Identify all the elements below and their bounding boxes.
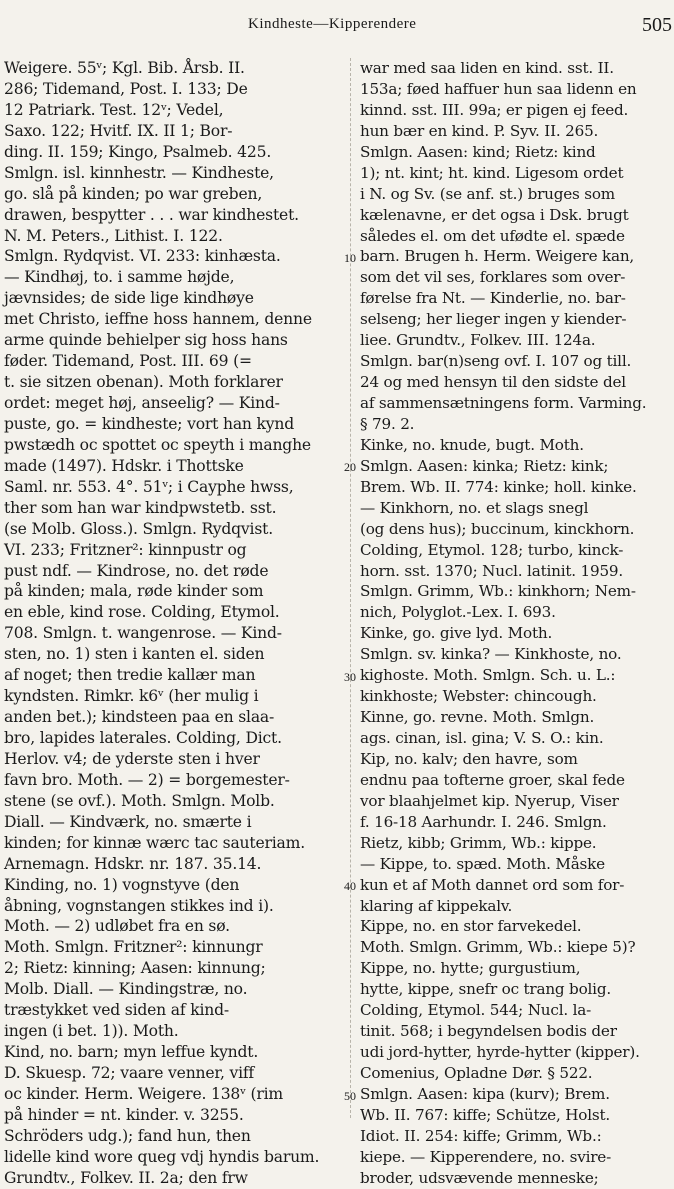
- text-line: Smlgn. Rydqvist. VI. 233: kinhæsta.: [4, 247, 281, 266]
- text-line: en eble, kind rose. Colding, Etymol.: [4, 603, 280, 622]
- text-line: pwstædh oc spottet oc speyth i manghe: [4, 435, 311, 454]
- text-line: war med saa liden en kind. sst. II.: [360, 59, 614, 77]
- text-line: klaring af kippekalv.: [360, 896, 513, 915]
- text-line: lidelle kind wore queg vdj hyndis barum.: [4, 1147, 320, 1166]
- text-line: kun et af Moth dannet ord som for-: [360, 875, 625, 894]
- text-line: kighoste. Moth. Smlgn. Sch. u. L.:: [360, 666, 616, 685]
- text-line: på kinden; mala, røde kinder som: [4, 582, 264, 601]
- text-line: Weigere. 55ᵛ; Kgl. Bib. Årsb. II.: [4, 59, 245, 77]
- text-line: jævnsides; de side lige kindhøye: [4, 289, 254, 308]
- text-line: § 79. 2.: [360, 414, 415, 433]
- page-header: [0, 14, 674, 40]
- text-line: puste, go. = kindheste; vort han kynd: [4, 414, 295, 433]
- text-line: Colding, Etymol. 544; Nucl. la-: [360, 1001, 592, 1020]
- text-line: Grundtv., Folkev. II. 2a; den frw: [4, 1168, 248, 1187]
- text-line: pust ndf. — Kindrose, no. det røde: [4, 561, 269, 580]
- left-column: [4, 58, 330, 1187]
- text-line: barn. Brugen h. Herm. Weigere kan,: [360, 247, 635, 266]
- column-divider: [350, 58, 351, 1118]
- text-line: Diall. — Kindværk, no. smærte i: [4, 812, 252, 831]
- text-line: bro, lapides laterales. Colding, Dict.: [4, 729, 282, 747]
- text-line: stene (se ovf.). Moth. Smlgn. Molb.: [4, 791, 275, 810]
- text-line: — Kinkhorn, no. et slags snegl: [360, 498, 589, 517]
- text-line: Rietz, kibb; Grimm, Wb.: kippe.: [360, 833, 597, 852]
- text-line: Kippe, no. hytte; gurgustium,: [360, 959, 581, 978]
- text-line: Smlgn. Aasen: kind; Rietz: kind: [360, 142, 596, 161]
- text-line: horn. sst. 1370; Nucl. latinit. 1959.: [360, 561, 624, 580]
- line-number: 30: [344, 669, 356, 684]
- text-line: i N. og Sv. (se anf. st.) bruges som: [360, 184, 616, 203]
- text-line: sten, no. 1) sten i kanten el. siden: [4, 645, 265, 664]
- text-line: met Christo, ieffne hoss hannem, denne: [4, 310, 312, 329]
- text-line: 708. Smlgn. t. wangenrose. — Kind-: [4, 624, 282, 643]
- text-line: Colding, Etymol. 128; turbo, kinck-: [360, 540, 624, 559]
- text-line: træstykket ved siden af kind-: [4, 1001, 229, 1020]
- text-line: Kinke, no. knude, bugt. Moth.: [360, 435, 584, 454]
- text-line: ordet: meget høj, anseelig? — Kind-: [4, 394, 280, 412]
- text-line: hun bær en kind. P. Syv. II. 265.: [360, 121, 599, 140]
- page-number: 505: [642, 14, 672, 36]
- text-line: ags. cinan, isl. gina; V. S. O.: kin.: [360, 729, 604, 747]
- text-line: Smlgn. Aasen: kipa (kurv); Brem.: [360, 1084, 610, 1103]
- text-line: Kippe, no. en stor farvekedel.: [360, 917, 582, 936]
- text-line: Kinne, go. revne. Moth. Smlgn.: [360, 708, 595, 727]
- text-line: af sammensætningens form. Varming.: [360, 394, 647, 412]
- text-line: udi jord-hytter, hyrde-hytter (kipper).: [360, 1043, 640, 1062]
- text-line: Smlgn. sv. kinka? — Kinkhoste, no.: [360, 645, 622, 664]
- text-line: oc kinder. Herm. Weigere. 138ᵛ (rim: [4, 1084, 284, 1103]
- text-line: Brem. Wb. II. 774: kinke; holl. kinke.: [360, 477, 637, 496]
- line-number: 50: [344, 1088, 356, 1103]
- line-number: 20: [344, 460, 356, 475]
- text-line: Kinke, go. give lyd. Moth.: [360, 624, 553, 643]
- text-line: endnu paa tofterne groer, skal fede: [360, 770, 625, 789]
- text-line: ding. II. 159; Kingo, Psalmeb. 425.: [4, 142, 272, 161]
- text-line: liee. Grundtv., Folkev. III. 124a.: [360, 331, 596, 350]
- text-line: arme quinde behielper sig hoss hans: [4, 331, 288, 350]
- text-line: hytte, kippe, snefr oc trang bolig.: [360, 980, 611, 999]
- text-line: made (1497). Hdskr. i Thottske: [4, 456, 244, 475]
- text-line: føder. Tidemand, Post. III. 69 (=: [4, 352, 252, 371]
- text-line: kinkhoste; Webster: chincough.: [360, 687, 597, 706]
- text-line: på hinder = nt. kinder. v. 3255.: [4, 1105, 244, 1124]
- text-line: som det vil ses, forklares som over-: [360, 268, 626, 287]
- text-line: Smlgn. Aasen: kinka; Rietz: kink;: [360, 456, 609, 475]
- text-line: Moth. Smlgn. Grimm, Wb.: kiepe 5)?: [360, 938, 636, 957]
- text-line: Moth. Smlgn. Fritzner²: kinnungr: [4, 938, 263, 957]
- text-line: — Kippe, to. spæd. Moth. Måske: [360, 854, 605, 873]
- text-line: kælenavne, er det ogsa i Dsk. brugt: [360, 205, 629, 224]
- text-line: tinit. 568; i begyndelsen bodis der: [360, 1022, 617, 1041]
- text-line: Saml. nr. 553. 4°. 51ᵛ; i Cayphe hwss,: [4, 477, 294, 496]
- text-line: Smlgn. bar(n)seng ovf. I. 107 og till.: [360, 352, 632, 371]
- text-line: førelse fra Nt. — Kinderlie, no. bar-: [360, 289, 626, 308]
- right-column: [360, 58, 672, 1187]
- text-line: Smlgn. Grimm, Wb.: kinkhorn; Nem-: [360, 582, 636, 601]
- text-line: Molb. Diall. — Kindingstræ, no.: [4, 980, 248, 999]
- text-line: VI. 233; Fritzner²: kinnpustr og: [4, 540, 247, 559]
- text-line: vor blaahjelmet kip. Nyerup, Viser: [360, 791, 619, 810]
- text-line: Moth. — 2) udløbet fra en sø.: [4, 917, 230, 936]
- text-line: af noget; then tredie kallær man: [4, 666, 256, 685]
- text-line: kinnd. sst. III. 99a; er pigen ej feed.: [360, 100, 629, 119]
- text-line: — Kindhøj, to. i samme højde,: [4, 268, 235, 287]
- text-line: D. Skuesp. 72; vaare venner, viff: [4, 1064, 255, 1082]
- text-line: 153a; føed haffuer hun saa lidenn en: [360, 79, 637, 98]
- line-number: 10: [344, 250, 356, 265]
- text-line: broder, udsvævende menneske;: [360, 1168, 599, 1187]
- text-line: kiepe. — Kipperendere, no. svire-: [360, 1147, 612, 1166]
- text-line: Saxo. 122; Hvitf. IX. II 1; Bor-: [4, 121, 233, 140]
- text-line: Schröders udg.); fand hun, then: [4, 1126, 251, 1145]
- text-line: 286; Tidemand, Post. I. 133; De: [4, 79, 248, 98]
- text-line: (og dens hus); buccinum, kinckhorn.: [360, 519, 635, 538]
- text-line: N. M. Peters., Lithist. I. 122.: [4, 226, 223, 245]
- text-line: Herlov. v4; de yderste sten i hver: [4, 749, 260, 768]
- text-line: favn bro. Moth. — 2) = borgemester-: [4, 770, 290, 789]
- text-line: ther som han war kindpwstetb. sst.: [4, 498, 277, 517]
- text-line: således el. om det ufødte el. spæde: [360, 226, 625, 245]
- text-line: kinden; for kinnæ wærc tac sauteriam.: [4, 833, 305, 852]
- text-line: drawen, bespytter . . . war kindhestet.: [4, 205, 299, 224]
- text-line: 1); nt. kint; ht. kind. Ligesom ordet: [360, 163, 624, 182]
- text-line: Kinding, no. 1) vognstyve (den: [4, 875, 240, 894]
- text-line: selseng; her lieger ingen y kiender-: [360, 310, 627, 329]
- text-line: 24 og med hensyn til den sidste del: [360, 373, 626, 392]
- text-line: Kip, no. kalv; den havre, som: [360, 749, 578, 768]
- line-number: 40: [344, 879, 356, 894]
- text-line: åbning, vognstangen stikkes ind i).: [4, 896, 274, 915]
- text-line: 12 Patriark. Test. 12ᵛ; Vedel,: [4, 100, 224, 119]
- text-line: nich, Polyglot.-Lex. I. 693.: [360, 603, 556, 622]
- text-line: Wb. II. 767: kiffe; Schütze, Holst.: [360, 1105, 611, 1124]
- text-line: Comenius, Opladne Dør. § 522.: [360, 1064, 593, 1082]
- text-line: Smlgn. isl. kinnhestr. — Kindheste,: [4, 163, 274, 182]
- text-line: Idiot. II. 254: kiffe; Grimm, Wb.:: [360, 1126, 602, 1145]
- text-line: t. sie sitzen obenan). Moth forklarer: [4, 373, 283, 392]
- text-line: (se Molb. Gloss.). Smlgn. Rydqvist.: [4, 519, 273, 538]
- text-line: Arnemagn. Hdskr. nr. 187. 35.14.: [4, 854, 262, 873]
- running-title: Kindheste—Kipperendere: [248, 16, 417, 32]
- text-line: 2; Rietz: kinning; Aasen: kinnung;: [4, 959, 266, 978]
- text-line: go. slå på kinden; po war greben,: [4, 184, 263, 203]
- text-line: ingen (i bet. 1)). Moth.: [4, 1022, 179, 1041]
- text-line: Kind, no. barn; myn leffue kyndt.: [4, 1043, 259, 1062]
- text-line: f. 16-18 Aarhundr. I. 246. Smlgn.: [360, 812, 607, 831]
- text-line: anden bet.); kindsteen paa en slaa-: [4, 708, 275, 727]
- text-line: kyndsten. Rimkr. k6ᵛ (her mulig i: [4, 687, 259, 706]
